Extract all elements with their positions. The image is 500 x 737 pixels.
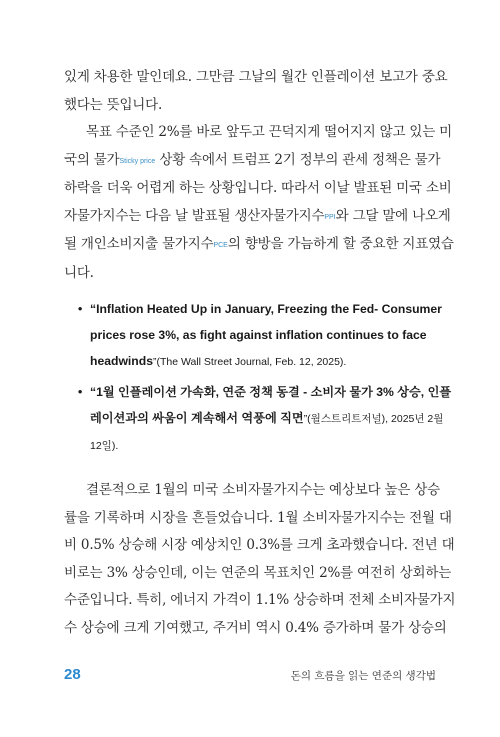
bullet-icon: • [78, 385, 83, 399]
running-title: 돈의 흐름을 읽는 연준의 생각법 [290, 670, 436, 682]
text-line: 비 0.5% 상승해 시장 예상치인 0.3%를 크게 초과했습니다. 전년 대 [64, 537, 455, 553]
text-line: 있게 차용한 말인데요. 그만큼 그날의 월간 인플레이션 보고가 중요 [64, 69, 448, 85]
quote-source: 12일). [90, 440, 119, 452]
paragraph-context [64, 119, 454, 287]
bullet-icon: • [78, 302, 83, 316]
text-line: 했다는 뜻입니다. [64, 96, 163, 113]
quote-line: prices rose 3%, as fight against inflation continues to face [90, 328, 427, 342]
quote-line [90, 405, 444, 432]
quote-line: “Inflation Heated Up in January, Freezing the Fed- Consumer [90, 302, 442, 316]
text-line: 수준입니다. 특히, 에너지 가격이 1.1% 상승하며 전체 소비자물가지 [64, 592, 456, 608]
text-line: 니다. [64, 264, 94, 281]
text-segment: 와 그달 말에 나오게 [335, 207, 451, 224]
quote-text: 레이션과의 싸움이 계속해서 역풍에 직면 [90, 411, 304, 425]
text-line: 비로는 3% 상승인데, 이는 연준의 목표치인 2%를 여전히 상회하는 [64, 564, 452, 581]
text-segment: 자물가지수는 다음 날 발표될 생산자물가지수 [64, 207, 325, 224]
text-line: 결론적으로 1월의 미국 소비자물가지수는 예상보다 높은 상승 [86, 482, 440, 498]
text-line: 률을 기록하며 시장을 흔들었습니다. 1월 소비자물가지수는 전월 대 [64, 509, 452, 526]
headline-quote-list [78, 296, 452, 459]
quote-source: ”(월스트리트저널), 2025년 2월 [303, 413, 444, 425]
text-line: 수 상승에 크게 기여했고, 주거비 역시 0.4% 증가하며 물가 상승의 [64, 619, 447, 636]
term-annotation-sticky-price: Sticky price [119, 157, 156, 165]
text-segment: 국의 물가 [64, 151, 120, 168]
text-segment: 의 향방을 가늠하게 할 중요한 지표였습 [227, 236, 454, 252]
text-line: 목표 수준인 2%를 바로 앞두고 끈덕지게 떨어지지 않고 있는 미 [86, 124, 453, 140]
text-segment: 될 개인소비지출 물가지수 [64, 236, 214, 252]
term-annotation-pce: PCE [213, 242, 228, 249]
text-line [64, 231, 454, 260]
quote-item-korean [78, 379, 452, 459]
quote-line [90, 348, 440, 375]
paragraph-conclusion [64, 477, 456, 642]
term-annotation-ppi: PPI [324, 213, 336, 221]
text-line: 하락을 더욱 어렵게 하는 상황입니다. 따라서 이날 발표된 미국 소비 [64, 180, 452, 196]
paragraph-intro [64, 64, 448, 119]
quote-line: “1월 인플레이션 가속화, 연준 정책 동결 - 소비자 물가 3% 상승, 인플 [90, 385, 452, 399]
page-number: 28 [64, 666, 81, 683]
text-line [64, 203, 451, 232]
text-segment: 상황 속에서 트럼프 2기 정부의 관세 정책은 물가 [155, 151, 441, 168]
quote-item-english [80, 296, 440, 375]
quote-line [90, 432, 440, 459]
quote-source: ”(The Wall Street Journal, Feb. 12, 2025). [152, 356, 347, 368]
text-line [64, 147, 441, 176]
quote-text: headwinds [90, 354, 153, 368]
